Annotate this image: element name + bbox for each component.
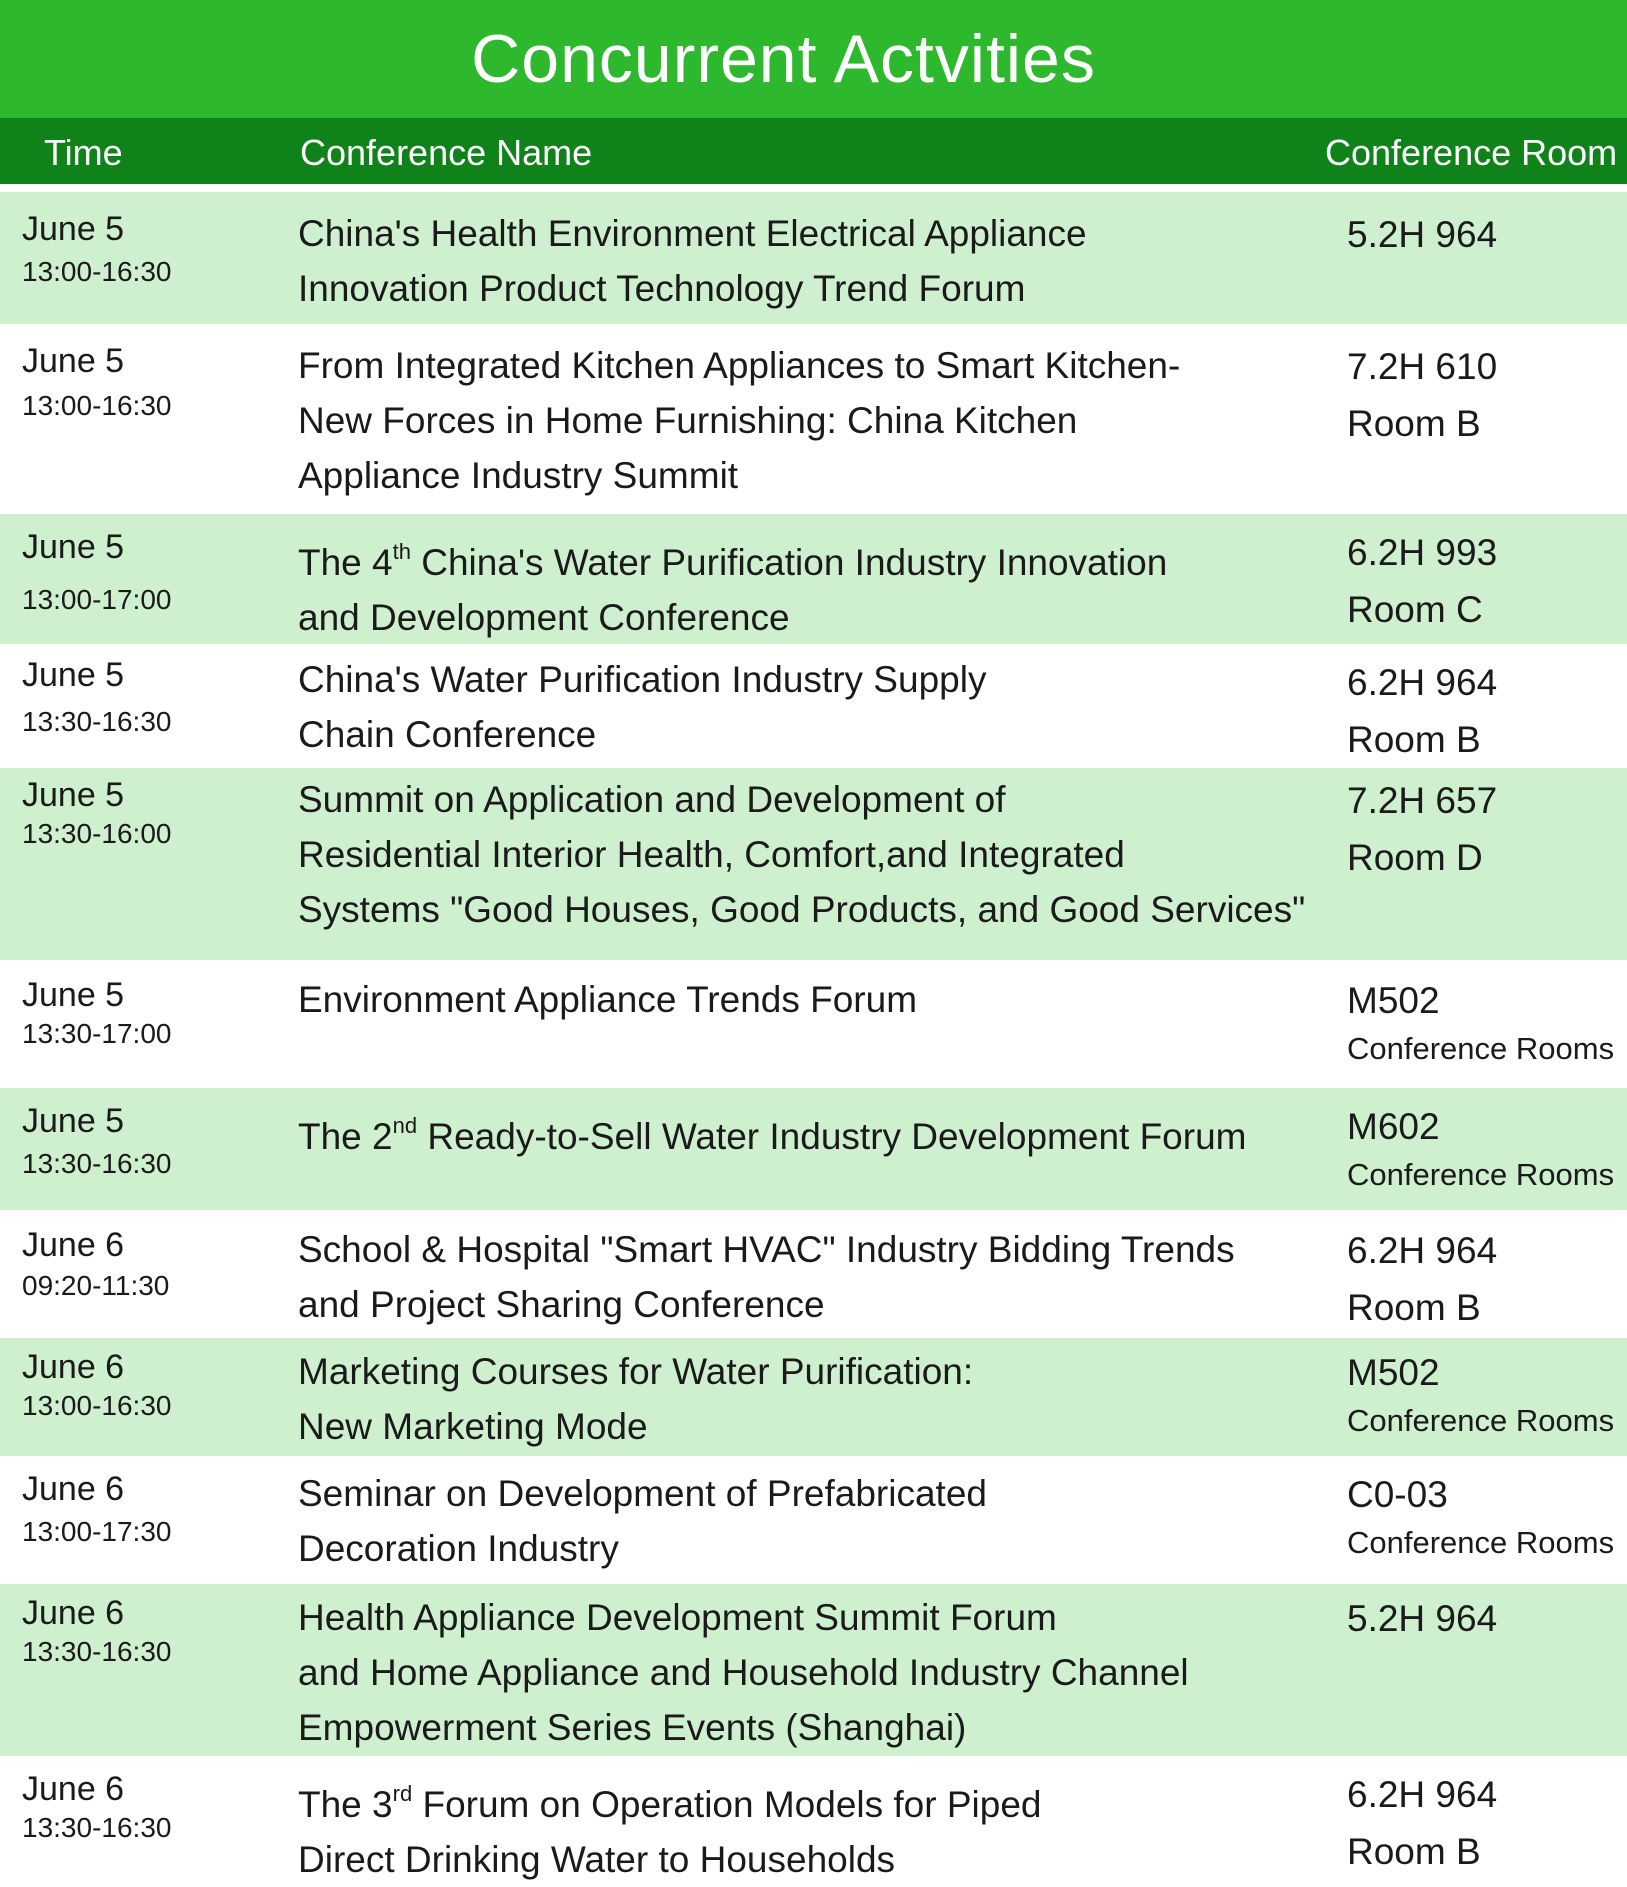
room-number: M502 (1347, 980, 1440, 1021)
room-number: 7.2H 610 (1347, 346, 1498, 387)
room-sub: Conference Rooms (1347, 1403, 1615, 1438)
row-date: June 5 (22, 1102, 125, 1140)
row-conference-room (1347, 1222, 1497, 1336)
row-date: June 6 (22, 1470, 125, 1508)
name-line: School & Hospital "Smart HVAC" Industry Bidding Trends (298, 1229, 1235, 1270)
row-conference-room (1347, 338, 1497, 452)
name-line: From Integrated Kitchen Appliances to Smart Kitchen- (298, 345, 1181, 386)
row-date: June 6 (22, 1594, 125, 1632)
row-conference-room (1347, 1466, 1614, 1563)
row-time: 09:20-11:30 (22, 1270, 170, 1301)
room-sub: Room D (1347, 837, 1483, 878)
name-rest: Forum on Operation Models for Piped (412, 1784, 1042, 1825)
row-time: 13:30-16:30 (22, 1812, 172, 1843)
row-date: June 5 (22, 776, 125, 814)
row-conference-room (1347, 1344, 1614, 1441)
name-line: Chain Conference (298, 714, 597, 755)
row-date: June 6 (22, 1770, 125, 1808)
row-date: June 6 (22, 1348, 125, 1386)
row-conference-name (298, 524, 1338, 645)
row-conference-room (1347, 654, 1497, 768)
room-sub: Room B (1347, 403, 1481, 444)
row-date: June 6 (22, 1226, 125, 1264)
row-time: 13:30-16:00 (22, 818, 172, 849)
name-line: Health Appliance Development Summit Forum (298, 1597, 1057, 1638)
name-line: and Project Sharing Conference (298, 1284, 825, 1325)
row-time: 13:00-16:30 (22, 256, 172, 287)
room-number: 6.2H 964 (1347, 1230, 1498, 1271)
name-line: and Development Conference (298, 597, 790, 638)
table-row (0, 328, 1627, 514)
room-number: C0-03 (1347, 1474, 1448, 1515)
row-time: 13:30-17:00 (22, 1018, 172, 1049)
row-conference-room (1347, 972, 1614, 1069)
ordinal-suffix: th (392, 539, 411, 564)
table-header (0, 118, 1627, 184)
name-prefix: The 3 (298, 1784, 393, 1825)
table-row (0, 1088, 1627, 1214)
room-sub: Room B (1347, 719, 1481, 760)
row-conference-name (298, 1466, 1338, 1576)
room-sub: Conference Rooms (1347, 1157, 1615, 1192)
page-title: Concurrent Actvities (471, 21, 1096, 97)
name-line: Summit on Application and Development of (298, 779, 1006, 820)
table-row (0, 1584, 1627, 1760)
name-line (298, 1766, 1338, 1832)
name-line: Decoration Industry (298, 1528, 619, 1569)
name-line: and Home Appliance and Household Industry Channel (298, 1652, 1189, 1693)
row-date: June 5 (22, 342, 125, 380)
row-time: 13:00-16:30 (22, 390, 172, 421)
room-sub: Conference Rooms (1347, 1031, 1615, 1066)
name-line: New Forces in Home Furnishing: China Kitchen (298, 400, 1078, 441)
table-row (0, 1214, 1627, 1338)
header-conference-name: Conference Name (300, 132, 593, 173)
name-line: Environment Appliance Trends Forum (298, 979, 918, 1020)
name-line: China's Water Purification Industry Supply (298, 659, 987, 700)
row-conference-room (1347, 524, 1497, 638)
row-time: 13:00-16:30 (22, 1390, 172, 1421)
name-rest: China's Water Purification Industry Innovation (410, 542, 1168, 583)
row-conference-name (298, 772, 1338, 937)
room-sub: Room B (1347, 1287, 1481, 1328)
name-line: New Marketing Mode (298, 1406, 648, 1447)
row-time: 13:30-16:30 (22, 706, 172, 737)
schedule-table-body (0, 192, 1627, 1884)
row-conference-room (1347, 206, 1497, 263)
name-line (298, 524, 1338, 590)
table-row (0, 1338, 1627, 1460)
table-row (0, 1460, 1627, 1584)
name-prefix: The 2 (298, 1116, 393, 1157)
name-line: Direct Drinking Water to Households (298, 1839, 896, 1880)
row-date: June 5 (22, 976, 125, 1014)
row-time: 13:00-17:30 (22, 1516, 172, 1547)
name-prefix: The 4 (298, 542, 393, 583)
name-line: Residential Interior Health, Comfort,and Integrated (298, 834, 1125, 875)
room-sub: Room C (1347, 589, 1483, 630)
ordinal-suffix: nd (392, 1113, 418, 1138)
row-conference-room (1347, 1766, 1497, 1880)
row-date: June 5 (22, 528, 125, 566)
row-conference-name (298, 972, 1338, 1027)
row-conference-name (298, 1590, 1338, 1755)
row-conference-name (298, 652, 1338, 762)
room-number: M502 (1347, 1352, 1440, 1393)
header-conference-room: Conference Room (1325, 132, 1618, 173)
name-rest: Ready-to-Sell Water Industry Development Forum (417, 1116, 1247, 1157)
row-conference-name (298, 1766, 1338, 1887)
header-time: Time (44, 132, 123, 173)
title-banner (0, 0, 1627, 118)
room-sub: Conference Rooms (1347, 1525, 1615, 1560)
name-line: China's Health Environment Electrical Appliance (298, 213, 1087, 254)
row-time: 13:30-16:30 (22, 1636, 172, 1667)
table-row (0, 768, 1627, 964)
row-date: June 5 (22, 656, 125, 694)
row-date: June 5 (22, 210, 125, 248)
room-number: 6.2H 964 (1347, 662, 1498, 703)
table-row (0, 1760, 1627, 1884)
row-conference-room (1347, 1098, 1614, 1195)
room-number: 7.2H 657 (1347, 780, 1498, 821)
row-conference-name (298, 1344, 1338, 1454)
room-number: 6.2H 964 (1347, 1774, 1498, 1815)
room-number: M602 (1347, 1106, 1440, 1147)
table-row (0, 964, 1627, 1088)
room-number: 5.2H 964 (1347, 1598, 1498, 1639)
row-time: 13:30-16:30 (22, 1148, 172, 1179)
row-conference-room (1347, 1590, 1497, 1647)
room-number: 6.2H 993 (1347, 532, 1498, 573)
room-number: 5.2H 964 (1347, 214, 1498, 255)
name-line: Innovation Product Technology Trend Forum (298, 268, 1026, 309)
table-row (0, 192, 1627, 328)
ordinal-suffix: rd (392, 1781, 413, 1806)
row-conference-name (298, 338, 1338, 503)
table-row (0, 514, 1627, 648)
row-conference-name (298, 1222, 1338, 1332)
name-line: Seminar on Development of Prefabricated (298, 1473, 987, 1514)
name-line: Empowerment Series Events (Shanghai) (298, 1707, 967, 1748)
row-time: 13:00-17:00 (22, 584, 172, 615)
name-line: Systems "Good Houses, Good Products, and Good Services" (298, 889, 1306, 930)
table-row (0, 648, 1627, 768)
room-sub: Room B (1347, 1831, 1481, 1872)
name-line (298, 1098, 1338, 1164)
name-line: Appliance Industry Summit (298, 455, 739, 496)
name-line: Marketing Courses for Water Purification: (298, 1351, 974, 1392)
row-conference-room (1347, 772, 1497, 886)
row-conference-name (298, 1098, 1338, 1164)
row-conference-name (298, 206, 1338, 316)
